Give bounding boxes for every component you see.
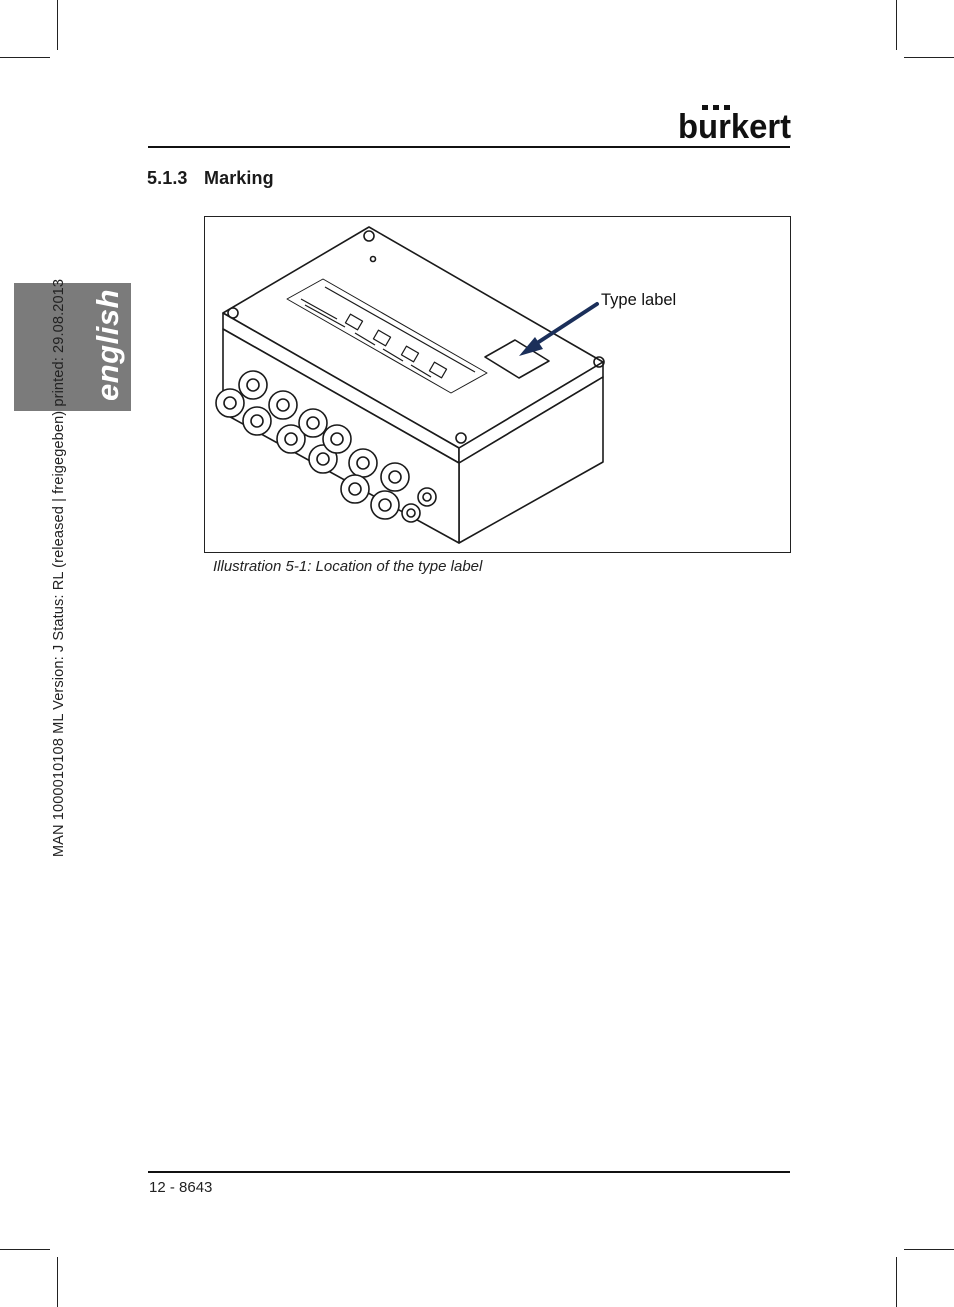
section-heading bbox=[147, 168, 274, 189]
svg-text:burkert: burkert bbox=[678, 108, 791, 142]
figure-frame bbox=[204, 216, 791, 553]
crop-mark bbox=[904, 1249, 954, 1250]
crop-mark bbox=[0, 1249, 50, 1250]
junction-box-illustration bbox=[205, 217, 790, 552]
document-meta-line: MAN 1000010108 ML Version: J Status: RL (released | freigegeben) printed: 29.08.2013 bbox=[51, 278, 67, 858]
header-rule bbox=[148, 146, 790, 148]
crop-mark bbox=[896, 0, 897, 50]
crop-mark bbox=[57, 1257, 58, 1307]
language-tab-label: english bbox=[90, 288, 125, 402]
type-label-callout: Type label bbox=[601, 291, 677, 309]
crop-mark bbox=[904, 57, 954, 58]
footer-rule bbox=[148, 1171, 790, 1173]
crop-mark bbox=[0, 57, 50, 58]
crop-mark bbox=[896, 1257, 897, 1307]
burkert-logo bbox=[678, 104, 792, 142]
crop-mark bbox=[57, 0, 58, 50]
section-title: Marking bbox=[204, 168, 274, 188]
page-number: 12 - 8643 bbox=[149, 1179, 213, 1196]
figure-caption: Illustration 5-1: Location of the type label bbox=[213, 558, 483, 575]
section-number: 5.1.3 bbox=[147, 168, 188, 188]
